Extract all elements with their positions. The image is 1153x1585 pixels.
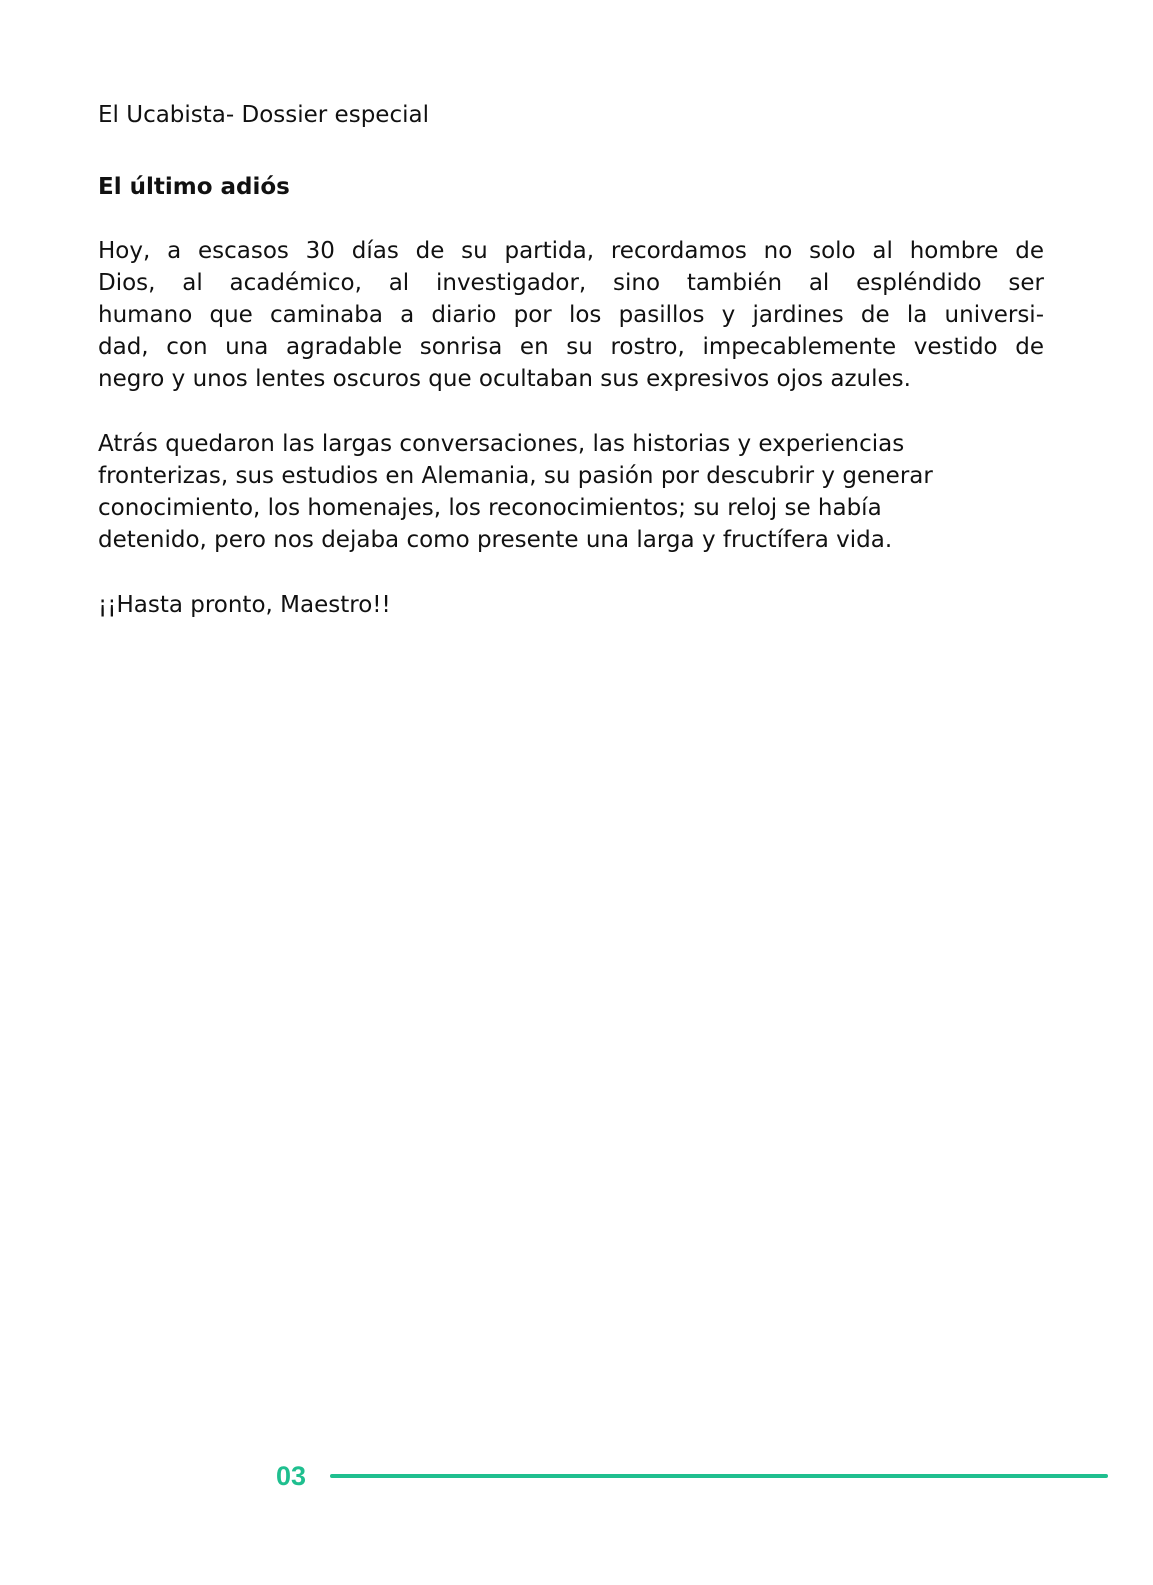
paragraph-line: dad, con una agradable sonrisa en su rostro, impecablemente vestido de xyxy=(98,334,1044,360)
paragraph-line: Hoy, a escasos 30 días de su partida, recordamos no solo al hombre de xyxy=(98,238,1044,264)
footer-divider xyxy=(330,1474,1108,1478)
paragraph-line: detenido, pero nos dejaba como presente una larga y fructífera vida. xyxy=(98,527,893,553)
article-title: El último adiós xyxy=(98,174,290,200)
paragraph-line: negro y unos lentes oscuros que ocultaban sus expresivos ojos azules. xyxy=(98,366,911,392)
article-closing xyxy=(98,589,1044,621)
paragraph-line: Atrás quedaron las largas conversaciones, las historias y experiencias xyxy=(98,431,905,457)
paragraph-line: fronterizas, sus estudios en Alemania, su pasión por descubrir y generar xyxy=(98,463,933,489)
page-number: 03 xyxy=(276,1461,307,1491)
paragraph-line: Dios, al académico, al investigador, sino también al espléndido ser xyxy=(98,270,1044,296)
paragraph-line: conocimiento, los homenajes, los reconocimientos; su reloj se había xyxy=(98,495,882,521)
publication-header: El Ucabista- Dossier especial xyxy=(98,102,429,128)
paragraph-line: humano que caminaba a diario por los pasillos y jardines de la universi- xyxy=(98,302,1044,328)
article-paragraph-2 xyxy=(98,428,1044,556)
article-paragraph-1 xyxy=(98,235,1044,395)
paragraph-line: ¡¡Hasta pronto, Maestro!! xyxy=(98,592,391,618)
